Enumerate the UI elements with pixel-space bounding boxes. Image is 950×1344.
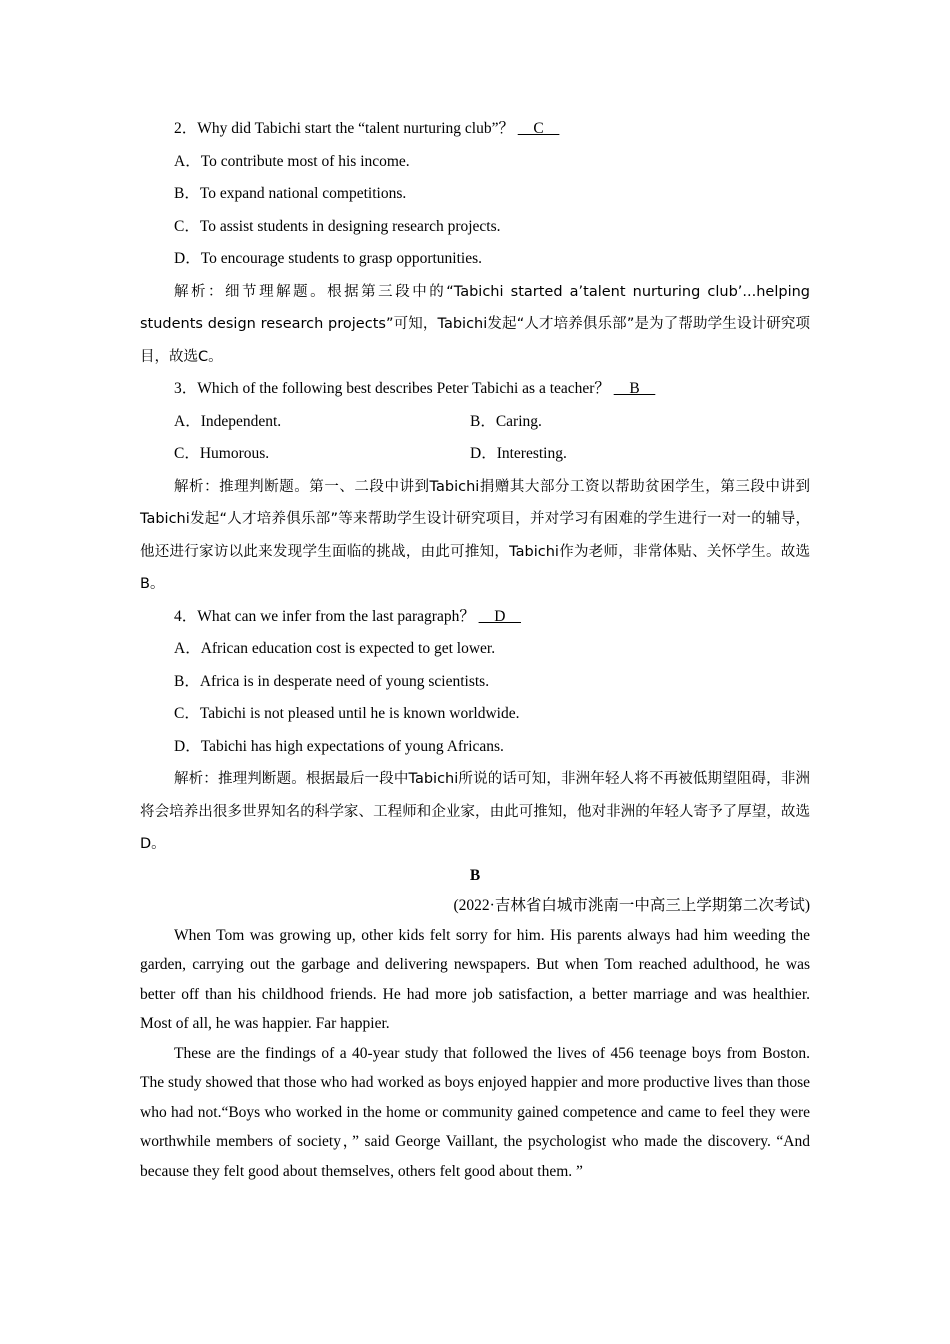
question-2-option-c: C．To assist students in designing research projects. <box>174 217 501 235</box>
document-page <box>140 113 810 1186</box>
question-4-text: 4．What can we infer from the last paragraph？ <box>174 607 475 625</box>
question-2-stem <box>140 113 810 146</box>
question-4-answer: __D__ <box>478 607 521 625</box>
question-3-stem <box>140 373 810 406</box>
question-3-options-row-2 <box>140 438 810 471</box>
question-2-option-d: D．To encourage students to grasp opportunities. <box>174 250 482 267</box>
passage-paragraph-1: When Tom was growing up, other kids felt sorry for him. His parents always had him weeding the garden, carrying out the garbage and delivering newspapers. But when Tom reached adulthood, he was better off than his childhood friends. He had more job satisfaction, a better marriage and was healthier. Most of all, he was happier. Far happier. <box>140 926 810 1032</box>
section-heading: B <box>469 866 481 884</box>
question-4-option-c: C．Tabichi is not pleased until he is known worldwide. <box>174 705 520 722</box>
question-2-option-b: B．To expand national competitions. <box>174 185 407 202</box>
question-2-option-a: A．To contribute most of his income. <box>174 152 410 170</box>
question-3-option-a: A．Independent. <box>174 412 282 430</box>
question-3-options-row-1 <box>140 406 810 439</box>
question-3-analysis: 解析：推理判断题。第一、二段中讲到Tabichi捐赠其大部分工资以帮助贫困学生，第三段中讲到Tabichi发起“人才培养俱乐部”等来帮助学生设计研究项目，并对学习有困难的学生进行一对一的辅导，他还进行家访以此来发现学生面临的挑战，由此可推知，Tabichi作为老师，非常体贴、关怀学生。故选B。 <box>140 478 810 592</box>
question-3-option-c: C．Humorous. <box>174 445 270 462</box>
question-4-stem <box>140 601 810 634</box>
question-4-analysis: 解析：推理判断题。根据最后一段中Tabichi所说的话可知，非洲年轻人将不再被低期望阻碍，非洲将会培养出很多世界知名的科学家、工程师和企业家，由此可推知，他对非洲的年轻人寄予了厚望，故选D。 <box>140 771 810 852</box>
question-3-option-b: B．Caring. <box>470 412 542 430</box>
question-3-option-d: D．Interesting. <box>470 445 567 462</box>
question-4-option-d: D．Tabichi has high expectations of young Africans. <box>174 737 504 755</box>
question-3-answer: __B__ <box>613 380 656 397</box>
passage-source: (2022·吉林省白城市洮南一中高三上学期第二次考试) <box>453 896 810 914</box>
question-2-analysis: 解析：细节理解题。根据第三段中的“Tabichi started a’talent nurturing club’...helping students design research projects”可知，Tabichi发起“人才培养俱乐部”是为了帮助学生设计研究项目，故选C。 <box>140 283 810 365</box>
question-2-answer: __C__ <box>517 120 560 137</box>
question-4-option-a: A．African education cost is expected to get lower. <box>174 640 496 657</box>
passage-paragraph-2: These are the findings of a 40-year study that followed the lives of 456 teenage boys from Boston. The study showed that those who had worked as boys enjoyed happier and more productive lives than those who had not.“Boys who worked in the home or community gained competence and came to feel they were worthwhile members of society，” said George Vaillant, the psychologist who made the discovery. “And because they felt good about themselves, others felt good about them. ” <box>140 1044 810 1180</box>
question-3-text: 3．Which of the following best describes Peter Tabichi as a teacher？ <box>174 380 610 397</box>
question-2-text: 2．Why did Tabichi start the “talent nurturing club”？ <box>174 120 514 137</box>
question-4-option-b: B．Africa is in desperate need of young scientists. <box>174 672 490 690</box>
